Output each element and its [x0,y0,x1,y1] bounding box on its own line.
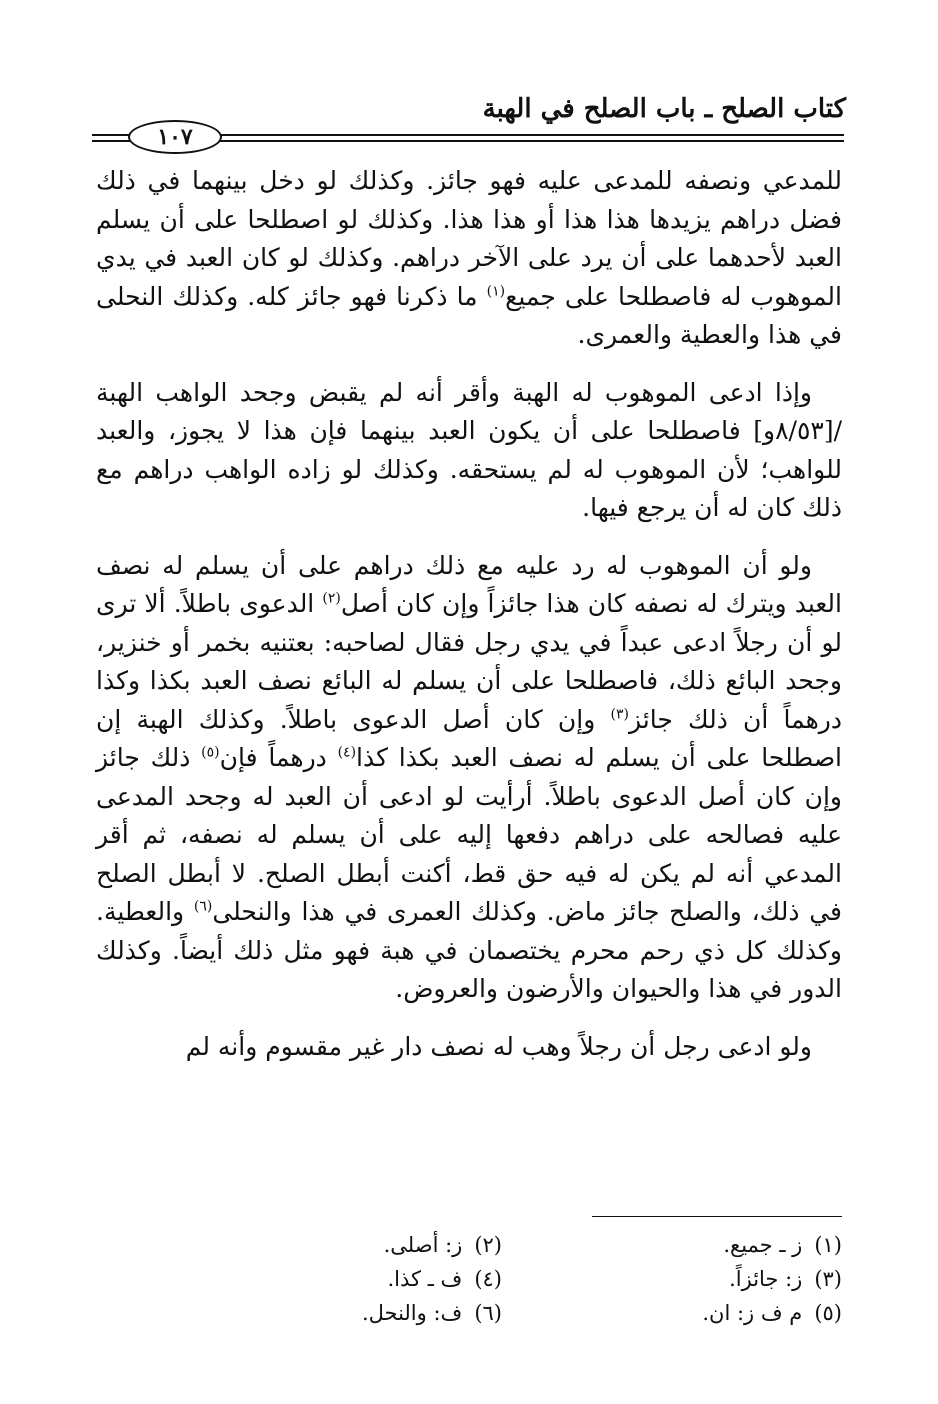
footnote-text: ز: أصلى. [383,1233,463,1257]
footnote-number: (٥) [814,1301,842,1325]
footnote-marker-4: (٤) [337,744,357,761]
page-number: ١٠٧ [128,120,222,154]
footnote-number: (٤) [474,1267,502,1291]
paragraph-3-text-c: وإن كان أصل الدعوى باطلاً. وكذلك الهبة إن اصطلحا على أن يسلم له نصف العبد بكذا كذا [96,704,842,772]
paragraph-3-text-b: الدعوى باطلاً. ألا ترى لو أن رجلاً ادعى عبداً في يدي رجل فقال لصاحبه: بعتنيه بخمر أو خنزير، وجحد البائع ذلك، فاصطلحا على أن يسلم له البائع نصف العبد بكذا وكذا درهماً أن ذلك جائز [96,589,843,734]
paragraph-2: وإذا ادعى الموهوب له الهبة وأقر أنه لم يقبض وجحد الواهب الهبة /[٨/٥٣و] فاصطلحا على أن يكون العبد بينهما فإن هذا لا يجوز، والعبد للواهب؛ لأن الموهوب له لم يستحقه. وكذلك لو زاده الواهب دراهم مع ذلك كان له أن يرجع فيها. [96,377,842,522]
paragraph-1 [96,162,842,355]
running-header: كتاب الصلح ـ باب الصلح في الهبة [482,94,846,124]
footnote-4 [202,1264,502,1294]
footnote-number: (٢) [474,1233,502,1257]
body-text [96,162,842,1066]
paragraph-3-text-e: ذلك جائز وإن كان أصل الدعوى باطلاً. أرأيت لو ادعى أن العبد له وجحد المدعى عليه فصالحه على دراهم دفعها إليه على أن يسلم له نصفه، ثم أقر المدعي أنه لم يكن له فيه حق قط، أكنت أبطل الصلح. لا أبطل الصلح في ذلك، والصلح جائز ماض. وكذلك العمرى في هذا والنحلى [96,743,843,926]
paragraph-3-text-f: والعطية. وكذلك كل ذي رحم محرم يختصمان في هبة فهو مثل ذلك أيضاً. وكذلك الدور في هذا والحيوان والأرضون والعروض. [96,897,842,1003]
footnote-5 [542,1298,842,1328]
footnote-text: ز ـ جميع. [723,1233,803,1257]
paragraph-3-text-d: درهماً فإن [219,743,338,772]
footnotes [202,1230,842,1328]
footnote-6 [202,1298,502,1328]
footnote-marker-5: (٥) [201,744,220,761]
paragraph-4: ولو ادعى رجل أن رجلاً وهب له نصف دار غير مقسوم وأنه لم [185,1031,812,1061]
footnote-number: (١) [814,1233,842,1257]
footnote-text: ف ـ كذا. [387,1267,463,1291]
footnote-text: م ف ز: ان. [702,1301,803,1325]
footnote-text: ف: والنحل. [361,1301,463,1325]
footnote-marker-3: (٣) [610,706,629,723]
paragraph-1-text-b: ما ذكرنا فهو جائز كله. وكذلك النحلى في هذا والعطية والعمرى. [96,281,842,349]
footnote-number: (٦) [474,1301,502,1325]
footnote-separator [592,1216,842,1217]
footnote-1 [542,1230,842,1260]
footnote-marker-6: (٦) [193,898,213,915]
footnote-marker-1: (١) [486,283,506,300]
footnote-2 [202,1230,502,1260]
footnote-marker-2: (٢) [322,590,341,607]
footnote-number: (٣) [814,1267,842,1291]
paragraph-3-text-a: ولو أن الموهوب له رد عليه مع ذلك دراهم على أن يسلم له نصف العبد ويترك له نصفه كان هذا جائزاً وإن كان أصل [96,550,842,618]
paragraph-1-text-a: للمدعي ونصفه للمدعى عليه فهو جائز. وكذلك لو دخل بينهما في ذلك فضل دراهم يزيدها هذا هذا أو هذا هذا. وكذلك لو اصطلحا على أن يسلم العبد لأحدهما على أن يرد على الآخر دراهم. وكذلك لو كان العبد في يدي الموهوب له فاصطلحا على جميع [96,166,842,311]
footnote-text: ز: جائزاً. [729,1267,803,1291]
footnote-3 [542,1264,842,1294]
paragraph-3 [96,547,842,1009]
